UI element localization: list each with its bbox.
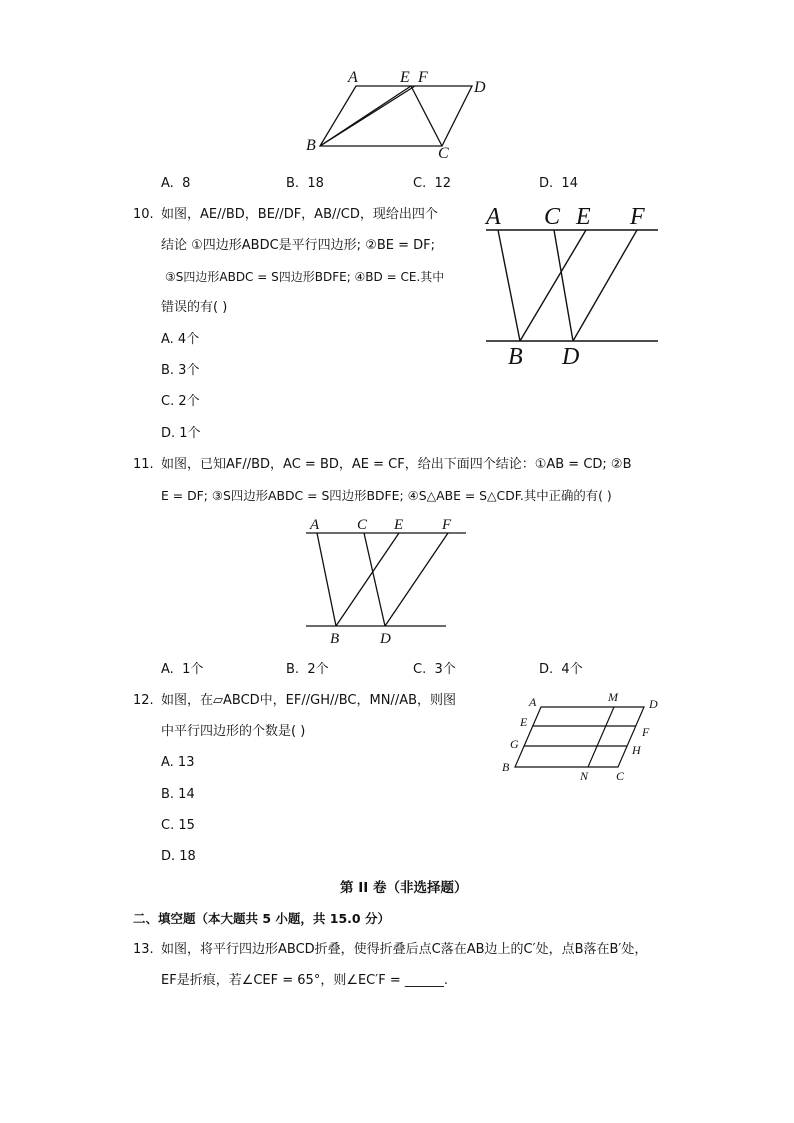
label-e: E [576,204,591,230]
label-d: D [562,344,580,370]
segment-ab [498,230,520,341]
q12-option-c: C. 15 [161,818,195,833]
q10-line-1: 如图，AE//BD，BE//DF，AB//CD，现给出四个 [161,207,438,222]
q9-figure [300,66,500,160]
label-c: C [544,204,561,230]
segment-mn [588,707,614,767]
q9-option-a: A. 8 [161,176,191,191]
segment-fd [573,230,637,341]
q10-option-b: B. 3个 [161,363,200,378]
label-b: B [330,631,340,647]
q10-number: 10. [133,207,154,222]
q12-number: 12. [133,693,154,708]
parallelogram-abcd [320,86,472,146]
label-e: E [394,517,404,533]
label-a: A [529,695,537,709]
q10-line-2: 结论 ①四边形ABDC是平行四边形; ②BE = DF; [161,238,436,253]
label-b: B [306,137,316,154]
label-n: N [580,769,589,783]
parallelogram-abcd [515,707,644,767]
q9-option-c: C. 12 [413,176,452,191]
q13-line-2: EF是折痕，若∠CEF = 65°，则∠EC′F = ______. [161,973,448,988]
label-b: B [502,760,510,774]
q10-line-4: 错误的有( ) [161,300,228,315]
label-f: F [630,204,645,230]
q11-figure [300,512,480,652]
label-h: H [632,743,641,757]
q12-figure [496,686,676,786]
q10-option-d: D. 1个 [161,426,201,441]
part-2-heading: 二、填空题（本大题共 5 小题，共 15.0 分） [133,911,390,926]
q12-line-1: 如图，在▱ABCD中，EF//GH//BC，MN//AB，则图 [161,693,457,708]
label-b: B [508,344,523,370]
q11-number: 11. [133,457,154,472]
label-f: F [418,69,428,86]
label-c: C [357,517,368,533]
q10-figure [480,198,670,374]
q11-line-2: E = DF; ③S四边形ABDC = S四边形BDFE; ④S△ABE = S△CDF.其中正确的有( ) [161,488,612,503]
q11-option-d: D. 4个 [539,662,583,677]
q12-option-b: B. 14 [161,787,195,802]
segment-fb [320,86,415,146]
q11-option-c: C. 3个 [413,662,456,677]
label-c: C [616,769,625,783]
q12-option-a: A. 13 [161,755,195,770]
segment-cd [554,230,573,341]
label-d: D [649,697,658,711]
segment-fd [385,533,448,626]
label-a: A [348,69,358,86]
label-f: F [642,725,650,739]
segment-ec [411,86,442,146]
label-e: E [400,69,410,86]
label-f: F [442,517,452,533]
q10-option-a: A. 4个 [161,332,200,347]
q11-option-a: A. 1个 [161,662,204,677]
label-d: D [474,79,486,96]
label-a: A [486,204,501,230]
label-d: D [380,631,391,647]
label-g: G [510,737,519,751]
label-m: M [608,690,618,704]
q12-option-d: D. 18 [161,849,196,864]
section-2-title: 第 II 卷（非选择题） [340,880,468,896]
q9-option-d: D. 14 [539,176,578,191]
q13-number: 13. [133,942,154,957]
q11-option-b: B. 2个 [286,662,329,677]
q11-line-1: 如图，已知AF//BD，AC = BD，AE = CF，给出下面四个结论：①AB = CD; ②B [161,457,632,472]
q10-option-c: C. 2个 [161,394,200,409]
q9-option-b: B. 18 [286,176,324,191]
q10-line-3: ③S四边形ABDC = S四边形BDFE; ④BD = CE.其中 [165,270,445,284]
label-a: A [310,517,320,533]
segment-ab [317,533,336,626]
label-c: C [438,145,449,162]
q13-line-1: 如图，将平行四边形ABCD折叠，使得折叠后点C落在AB边上的C′处，点B落在B′处， [161,942,648,957]
q12-line-2: 中平行四边形的个数是( ) [161,724,306,739]
segment-eb [520,230,586,341]
label-e: E [520,715,528,729]
